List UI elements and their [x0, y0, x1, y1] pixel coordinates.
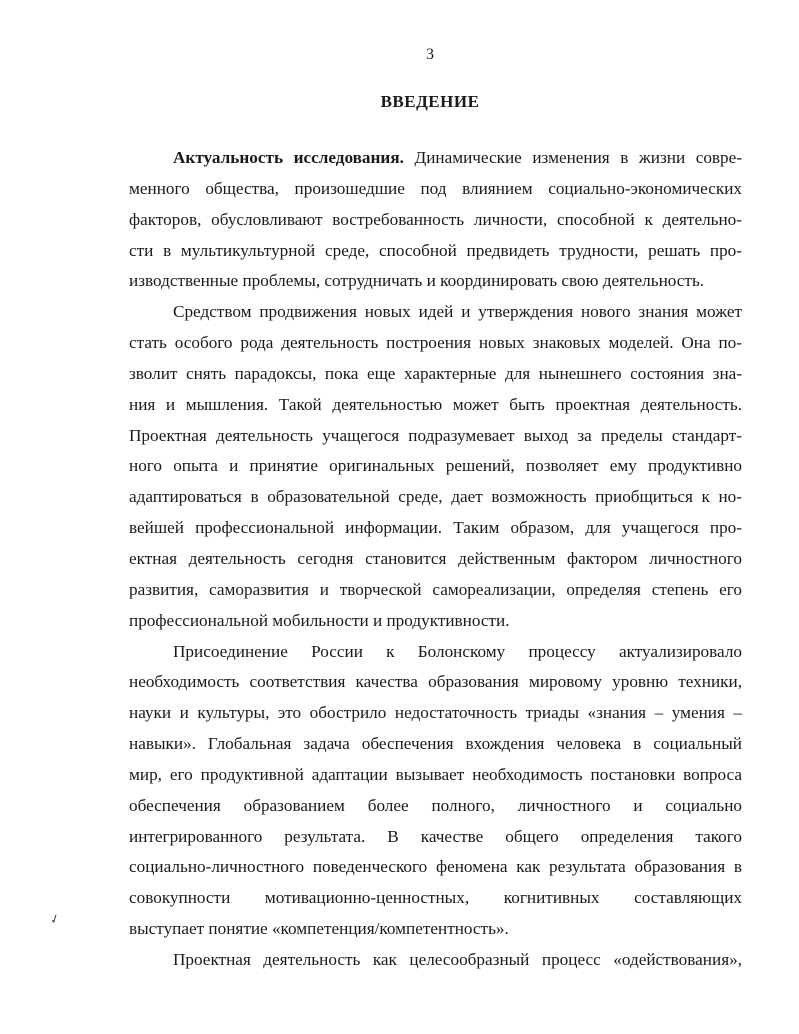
- text-line: факторов, обусловливают востребованность личности, способной к деятельно-: [129, 209, 742, 229]
- text-line: навыки». Глобальная задача обеспечения вхождения человека в социальный: [129, 734, 742, 754]
- text-line: мир, его продуктивной адаптации вызывает необходимость постановки вопроса: [129, 764, 742, 784]
- text-line: обеспечения образованием более полного, личностного и социально: [129, 795, 742, 815]
- text-line: Средством продвижения новых идей и утверждения нового знания может: [173, 302, 742, 322]
- text-line: сти в мультикультурной среде, способной предвидеть трудности, решать про-: [129, 240, 742, 260]
- text-line: Присоединение России к Болонскому процессу актуализировало: [173, 641, 742, 661]
- text-line: интегрированного результата. В качестве общего определения такого: [129, 826, 742, 846]
- margin-checkmark: ✓: [47, 910, 62, 928]
- lead-phrase: Актуальность исследования.: [173, 148, 404, 167]
- section-heading: ВВЕДЕНИЕ: [380, 92, 480, 111]
- text-line: Проектная деятельность как целесообразный процесс «одействования»,: [173, 949, 742, 969]
- text-line: [129, 143, 742, 174]
- text-line: адаптироваться в образовательной среде, дает возможность приобщиться к но-: [129, 487, 742, 507]
- text-line: менного общества, произошедшие под влиянием социально-экономических: [129, 178, 742, 198]
- text-line: Проектная деятельность учащегося подразумевает выход за пределы стандарт-: [129, 425, 742, 445]
- text-line: стать особого рода деятельность построения новых знаковых моделей. Она по-: [129, 333, 742, 353]
- text-line: ектная деятельность сегодня становится действенным фактором личностного: [129, 548, 742, 568]
- text-line: социально-личностного поведенческого феномена как результата образования в: [129, 857, 742, 877]
- text-line: выступает понятие «компетенция/компетентность».: [129, 919, 509, 939]
- body-text: [129, 143, 742, 976]
- text-line: науки и культуры, это обострило недостаточность триады «знания – умения –: [129, 703, 742, 723]
- text-line: профессиональной мобильности и продуктивности.: [129, 610, 510, 630]
- text-line-rest: Динамические изменения в жизни совре-: [403, 148, 742, 167]
- page-number: 3: [426, 46, 434, 63]
- text-line: вейшей профессиональной информации. Таким образом, для учащегося про-: [129, 518, 742, 538]
- text-line: зволит снять парадоксы, пока еще характерные для нынешнего состояния зна-: [129, 363, 742, 383]
- text-line: ния и мышления. Такой деятельностью может быть проектная деятельность.: [129, 394, 742, 414]
- text-line: ного опыта и принятие оригинальных решений, позволяет ему продуктивно: [129, 456, 742, 476]
- text-line: изводственные проблемы, сотрудничать и координировать свою деятельность.: [129, 271, 705, 291]
- text-line: развития, саморазвития и творческой самореализации, определяя степень его: [129, 579, 742, 599]
- text-line: совокупности мотивационно-ценностных, когнитивных составляющих: [129, 888, 742, 908]
- text-line: необходимость соответствия качества образования мировому уровню техники,: [129, 672, 742, 692]
